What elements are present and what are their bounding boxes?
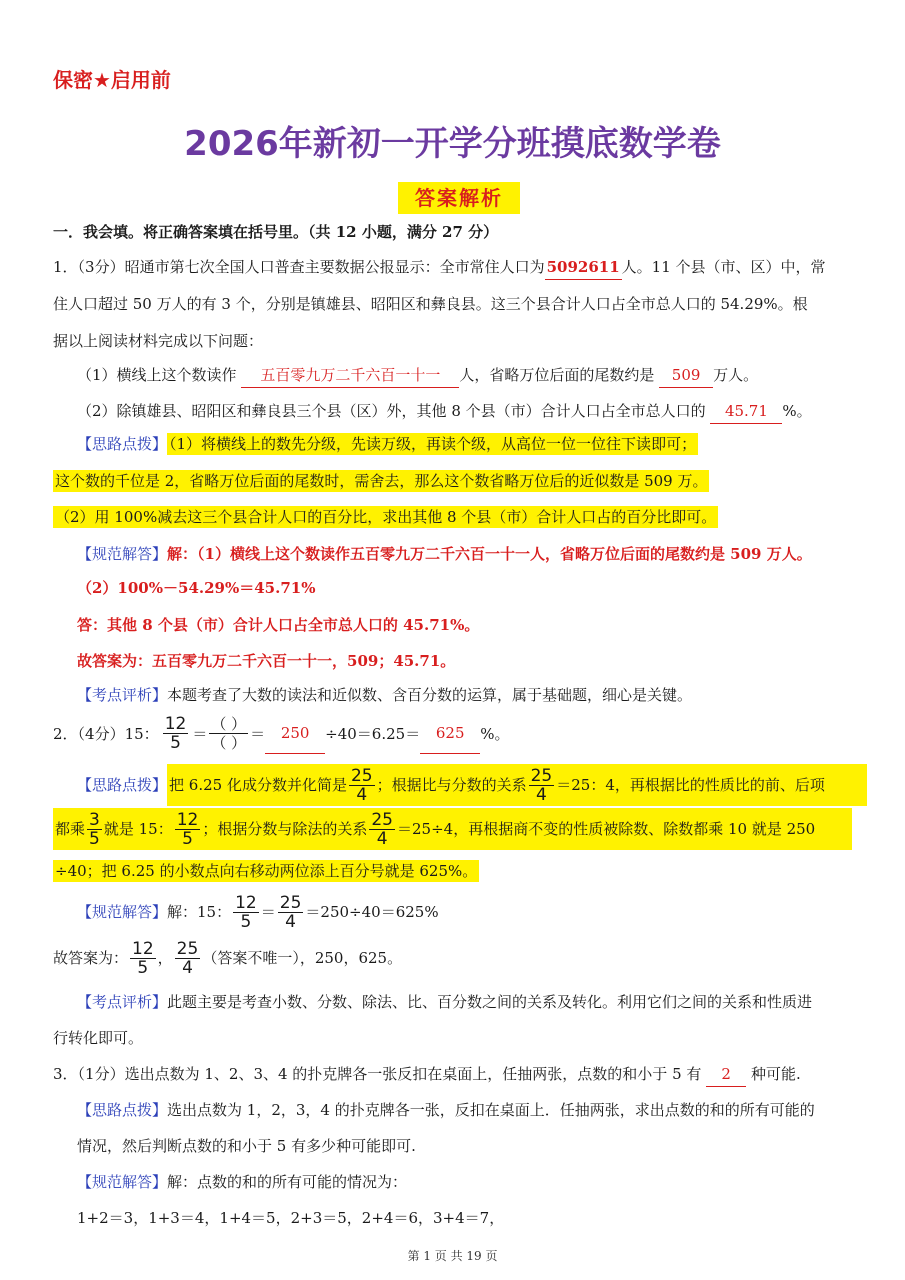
frac-num: 12 (235, 892, 257, 913)
q2-h2-d: ＝25÷4，再根据商不变的性质被除数、除数都乘 10 就是 250 (397, 820, 816, 838)
q2-ans-b: （答案不唯一），250，625。 (202, 949, 403, 967)
q2-h1-frac-25-4 (349, 767, 375, 804)
q2-sol-frac-25-4 (278, 894, 304, 931)
q1-hint-label: 【思路点拨】 (77, 435, 168, 453)
q2-blank-den: （ ） (211, 734, 247, 752)
q3-hint-label: 【思路点拨】 (77, 1101, 168, 1119)
q2-solution (77, 892, 439, 932)
q2-hint-3: ÷40；把 6.25 的小数点向右移动两位添上百分号就是 625%。 (55, 862, 478, 880)
frac-den: 5 (137, 957, 149, 978)
q2-suffix: %。 (480, 724, 510, 743)
q3-solution-line-1 (77, 1170, 407, 1194)
q2-ans-frac-25-4 (175, 940, 201, 977)
q1-part-2 (77, 399, 812, 424)
q2-h2-a: 都乘 (55, 820, 86, 838)
confidential-label: 保密★启用前 (53, 68, 171, 92)
q2-eval-1: 此题主要是考查小数、分数、除法、比、百分数之间的关系及转化。利用它们之间的关系和性质进 (167, 993, 813, 1011)
q1-hint-3: （2）用 100%减去这三个县合计人口的百分比，求出其他 8 个县（市）合计人口占的百分比即可。 (55, 508, 717, 526)
q1-p1-text-a: （1）横线上这个数读作 (77, 366, 237, 384)
q2-fraction-12-5 (163, 715, 189, 752)
frac-num: 25 (279, 892, 302, 913)
frac-num: 3 (89, 809, 100, 830)
q3-text-b: 种可能. (750, 1065, 801, 1083)
q2-h2-frac-25-4 (369, 811, 395, 848)
frac-num: 25 (350, 765, 373, 786)
frac-num: 25 (530, 765, 553, 786)
q2-answer-625: 625 (420, 713, 480, 754)
q2-ans-comma: ， (157, 949, 173, 967)
q2-blank-fraction (209, 715, 248, 752)
frac-num: 25 (371, 809, 393, 830)
q3-hint-line-1 (77, 1098, 815, 1122)
frac-den: 5 (240, 911, 252, 932)
frac-den: 4 (182, 957, 193, 978)
q3-answer: 2 (706, 1062, 746, 1087)
q3-solution-1: 解：点数的和的所有可能的情况为： (167, 1173, 408, 1191)
q1-solution-line-1 (77, 542, 812, 566)
q1-solution-line-4: 故答案为：五百零九万二千六百一十一，509；45.71。 (77, 652, 456, 670)
q1-hint-line-1 (77, 432, 698, 456)
q2-frac-num: 12 (164, 714, 187, 734)
frac-den: 4 (285, 911, 296, 932)
q1-p2-text-a: （2）除镇雄县、昭阳区和彝良县三个县（区）外，其他 8 个县（市）合计人口占全市总人口的 (77, 402, 706, 420)
q2-line-1 (53, 713, 509, 754)
q2-h2-b: 就是 15： (103, 820, 173, 838)
q2-eq-1: ＝ (192, 724, 208, 743)
page-title: 2026年新初一开学分班摸底数学卷 (184, 124, 721, 164)
q2-h2-c: ；根据分数与除法的关系 (202, 820, 368, 838)
frac-den: 4 (376, 828, 388, 849)
q1-p1-text-c: 万人。 (713, 366, 759, 384)
q1-line-2: 住人口超过 50 万人的有 3 个，分别是镇雄县、昭阳区和彝良县。这三个县合计人口占全市总人口的 54.29%。根 (53, 295, 808, 313)
q1-p1-answer-1: 五百零九万二千六百一十一 (241, 363, 459, 388)
frac-num: 25 (176, 938, 199, 959)
q1-eval-label: 【考点评析】 (77, 686, 168, 704)
q2-hint-line-2 (53, 808, 852, 850)
q3-text-a: 3．（1分）选出点数为 1、2、3、4 的扑克牌各一张反扣在桌面上，任抽两张，点数的和小于 5 有 (53, 1065, 702, 1083)
q2-h1-a: 把 6.25 化成分数并化简是 (169, 776, 347, 794)
q2-h1-c: ＝25：4，再根据比的性质比的前、后项 (556, 776, 825, 794)
q1-hint-2: 这个数的千位是 2，省略万位后面的尾数时，需舍去，那么这个数省略万位后的近似数是 509 万。 (55, 472, 708, 490)
q1-solution-line-3: 答：其他 8 个县（市）合计人口占全市总人口的 45.71%。 (77, 616, 480, 634)
q2-ans-a: 故答案为： (53, 949, 129, 967)
q1-text-b: 人。11 个县（市、区）中，常 (621, 258, 826, 276)
q1-line-3: 据以上阅读材料完成以下问题： (53, 332, 264, 350)
q2-eq-2: ＝ (250, 724, 266, 743)
q1-eval-text: 本题考查了大数的读法和近似数、含百分数的运算，属于基础题，细心是关键。 (167, 686, 693, 704)
q2-h1-b: ；根据比与分数的关系 (376, 776, 527, 794)
q2-sol-b: ＝250÷40＝625% (305, 903, 439, 921)
q2-hint-line-3 (53, 859, 479, 883)
q2-answer-250: 250 (265, 713, 325, 754)
q2-hint-2 (53, 808, 852, 850)
frac-num: 12 (132, 938, 154, 959)
q2-hint-label: 【思路点拨】 (77, 776, 168, 794)
q2-mid: ÷40＝6.25＝ (325, 724, 421, 743)
q1-p1-answer-2: 509 (659, 363, 713, 388)
q2-prefix: 2．（4分）15： (53, 724, 159, 743)
section-heading: 一．我会填。将正确答案填在括号里。（共 12 小题，满分 27 分） (53, 223, 499, 241)
q2-answer (53, 938, 402, 978)
frac-num: 12 (176, 809, 199, 830)
q3-solution-line-2: 1+2＝3，1+3＝4，1+4＝5，2+3＝5，2+4＝6，3+4＝7， (77, 1209, 505, 1227)
q3-solution-label: 【规范解答】 (77, 1173, 168, 1191)
q1-solution-line-2: （2）100%－54.29%＝45.71% (77, 579, 316, 597)
q1-text-a: 1．（3分）昭通市第七次全国人口普查主要数据公报显示：全市常住人口为 (53, 258, 545, 276)
q2-h2-frac-12-5 (175, 811, 201, 848)
q1-line-1 (53, 255, 826, 280)
answer-badge: 答案解析 (398, 182, 520, 214)
q1-hint-1: （1）将横线上的数先分级，先读万级，再读个级，从高位一位一位往下读即可； (169, 435, 697, 453)
q1-p1-text-b: 人，省略万位后面的尾数约是 (459, 366, 655, 384)
q2-evaluation-line-1 (77, 990, 812, 1014)
q2-h1-frac-25-4-b (529, 767, 555, 804)
q3-line-1 (53, 1062, 801, 1087)
frac-den: 5 (89, 828, 100, 849)
frac-den: 5 (182, 828, 193, 849)
q1-hint-line-3 (53, 505, 718, 529)
q3-hint-1: 选出点数为 1，2，3，4 的扑克牌各一张，反扣在桌面上．任抽两张，求出点数的和的所有可能的 (167, 1101, 815, 1119)
frac-den: 4 (536, 784, 547, 805)
frac-den: 4 (356, 784, 368, 805)
q2-hint-line-1 (77, 764, 867, 806)
q1-hint-line-2 (53, 469, 709, 493)
q1-solution-1: 解：（1）横线上这个数读作五百零九万二千六百一十一人，省略万位后面的尾数约是 509 万人。 (167, 545, 812, 563)
q1-population-number: 5092611 (545, 255, 622, 280)
q3-hint-line-2: 情况，然后判断点数的和小于 5 有多少种可能即可. (77, 1137, 416, 1155)
q2-evaluation-line-2: 行转化即可。 (53, 1029, 144, 1047)
q2-eval-label: 【考点评析】 (77, 993, 168, 1011)
q2-solution-label: 【规范解答】 (77, 903, 168, 921)
q1-p2-text-b: %。 (782, 402, 812, 420)
q2-frac-den: 5 (170, 733, 181, 753)
q2-blank-num: （ ） (211, 715, 247, 733)
q1-solution-label: 【规范解答】 (77, 545, 168, 563)
q2-ans-frac-12-5 (130, 940, 156, 977)
q2-hint-1 (167, 764, 867, 806)
q2-sol-a: 解：15： (167, 903, 232, 921)
q1-evaluation (77, 683, 692, 707)
q2-sol-frac-12-5 (233, 894, 259, 931)
q1-p2-answer: 45.71 (710, 399, 782, 424)
q2-sol-eq: ＝ (260, 903, 276, 921)
page-number: 第 1 页 共 19 页 (407, 1249, 498, 1263)
q2-h2-frac-3-5 (87, 811, 102, 848)
q1-part-1 (77, 363, 758, 388)
